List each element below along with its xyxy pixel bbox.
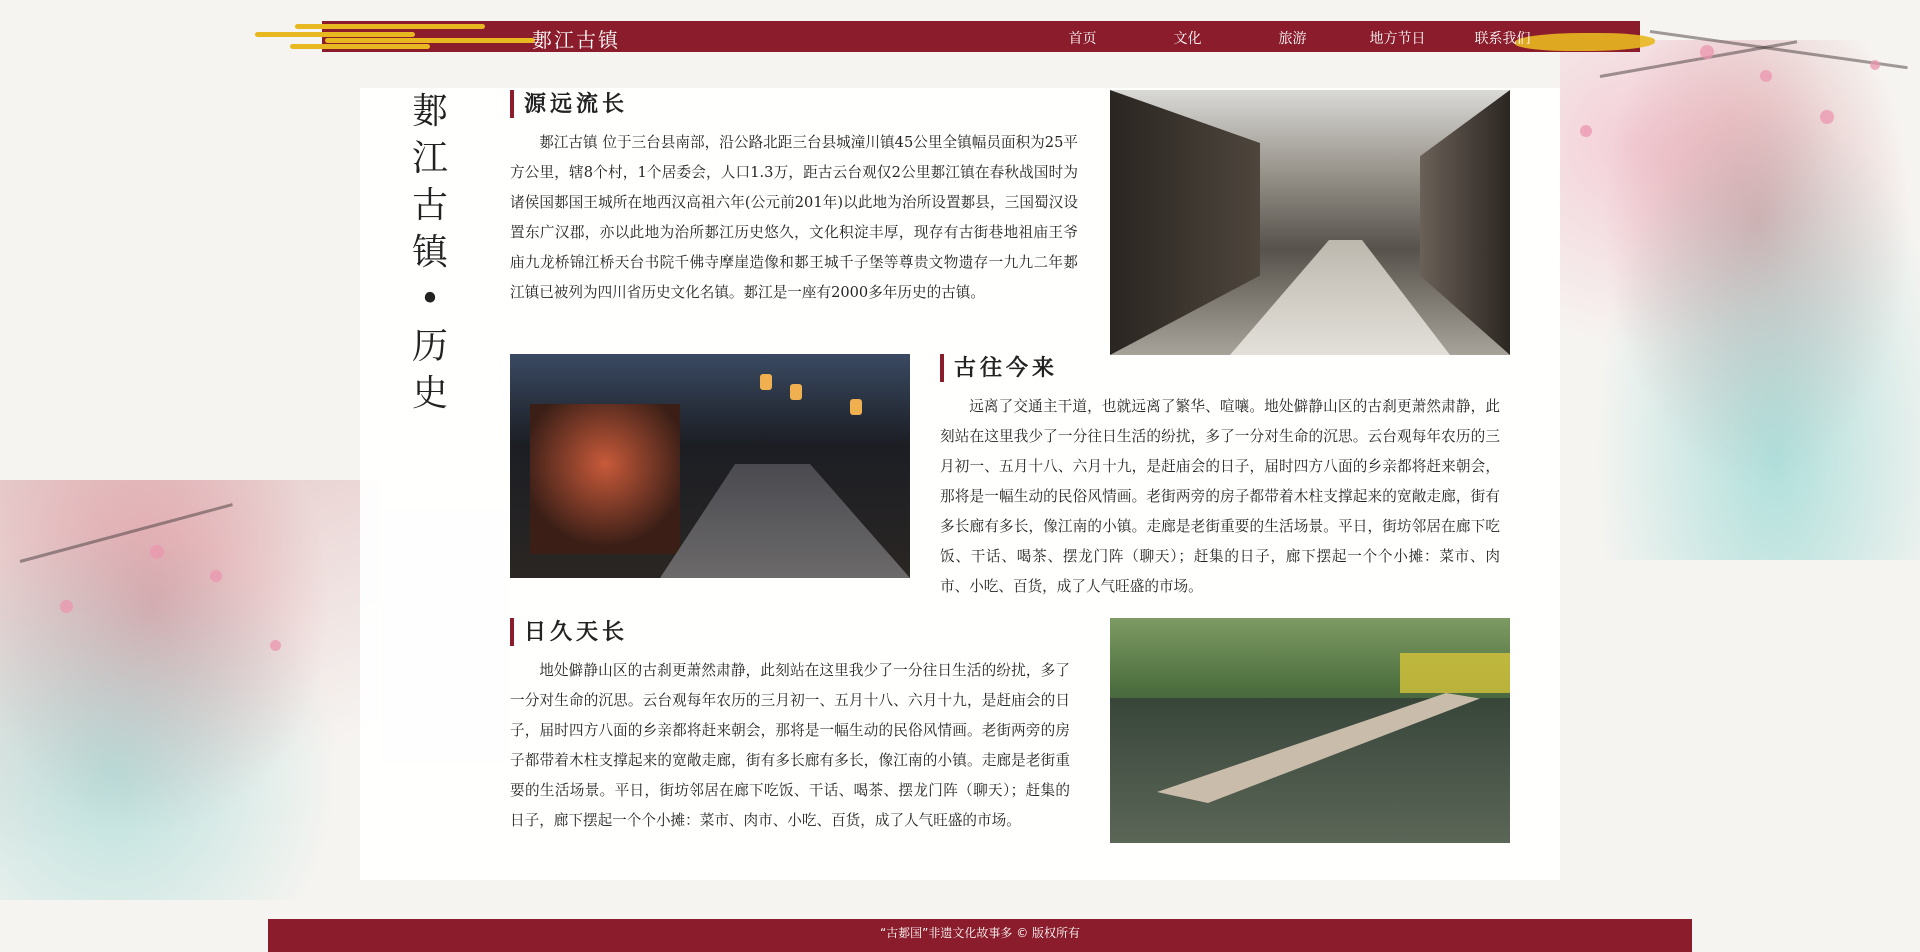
vertical-title-char: 历 [411, 326, 448, 367]
section-text-origin: 郪江古镇 位于三台县南部，沿公路北距三台县城潼川镇45公里全镇幅员面积为25平 方公里，辖8个村，1个居委会，人口1.3万，距古云台观仅2公里郪江镇在春秋战国时为诸侯国郪国王城所在地西汉高祖六年(公元前201年)以此地为治所设置郪县，三国蜀汉设置东广汉郡，亦以此地为治所郪江历史悠久，文化积淀丰厚，现存有古街巷地祖庙王爷庙九龙桥锦江桥天台书院千佛寺摩崖造像和郪王城千子堡等尊贵文物遗存一九九二年郪江镇已被列为四川省历史文化名镇。郪江是一座有2000多年历史的古镇。 [510, 134, 1078, 301]
plum-blossom-decoration [150, 545, 164, 559]
plum-blossom-decoration [1820, 110, 1834, 124]
stone-bridge-photo [1110, 618, 1510, 843]
site-title: 郪江古镇 [532, 28, 620, 52]
background-painting-right [1560, 40, 1920, 560]
plum-blossom-decoration [60, 600, 73, 613]
section-text-past-present: 远离了交通主干道，也就远离了繁华、喧嚷。地处僻静山区的古刹更萧然肃静，此刻站在这里我少了一分往日生活的纷扰，多了一分对生命的沉思。云台观每年农历的三月初一、五月十八、六月十九，是赶庙会的日子，届时四方八面的乡亲都将赶来朝会，那将是一幅生动的民俗风情画。老街两旁的房子都带着木柱支撑起来的宽敞走廊，街有多长廊有多长，像江南的小镇。走廊是老街重要的生活场景。平日，街坊邻居在廊下吃饭、干话、喝茶、摆龙门阵（聊天）；赶集的日子，廊下摆起一个个小摊：菜市、肉市、小吃、百货，成了人气旺盛的市场。 [940, 398, 1500, 595]
vertical-title-char: 郪 [411, 91, 448, 132]
plum-blossom-decoration [270, 640, 281, 651]
vertical-title-char: 古 [411, 185, 448, 226]
vertical-page-title [410, 88, 450, 417]
nav-culture[interactable]: 文化 [1173, 31, 1202, 47]
nav-travel[interactable]: 旅游 [1278, 31, 1307, 47]
footer-copyright: “古郪国”非遗文化故事多 © 版权所有 [268, 919, 1692, 952]
vertical-title-char: 江 [411, 138, 448, 179]
plum-blossom-decoration [1760, 70, 1772, 82]
section-title-past-present: 古往今来 [940, 354, 1058, 382]
background-painting-left [0, 480, 380, 900]
old-street-photo [1110, 90, 1510, 355]
vertical-title-char: 史 [411, 373, 448, 414]
section-text-enduring: 地处僻静山区的古刹更萧然肃静，此刻站在这里我少了一分往日生活的纷扰，多了一分对生命的沉思。云台观每年农历的三月初一、五月十八、六月十九，是赶庙会的日子，届时四方八面的乡亲都将赶来朝会，那将是一幅生动的民俗风情画。老街两旁的房子都带着木柱支撑起来的宽敞走廊，街有多长廊有多长，像江南的小镇。走廊是老街重要的生活场景。平日，街坊邻居在廊下吃饭、干话、喝茶、摆龙门阵（聊天）；赶集的日子，廊下摆起一个个小摊：菜市、肉市、小吃、百货，成了人气旺盛的市场。 [510, 662, 1070, 829]
plum-blossom-decoration [210, 570, 222, 582]
nav-home[interactable]: 首页 [1068, 31, 1097, 47]
nav-contact[interactable]: 联系我们 [1474, 31, 1531, 47]
nav-festivals[interactable]: 地方节日 [1369, 31, 1426, 47]
section-title-enduring: 日久天长 [510, 618, 628, 646]
plum-blossom-decoration [1870, 60, 1880, 70]
main-nav [1030, 21, 1555, 52]
vertical-title-char: • [419, 279, 441, 320]
plum-blossom-decoration [1700, 45, 1714, 59]
night-street-photo [510, 354, 910, 578]
section-title-origin: 源远流长 [510, 90, 628, 118]
vertical-title-char: 镇 [411, 232, 448, 273]
plum-blossom-decoration [1580, 125, 1592, 137]
